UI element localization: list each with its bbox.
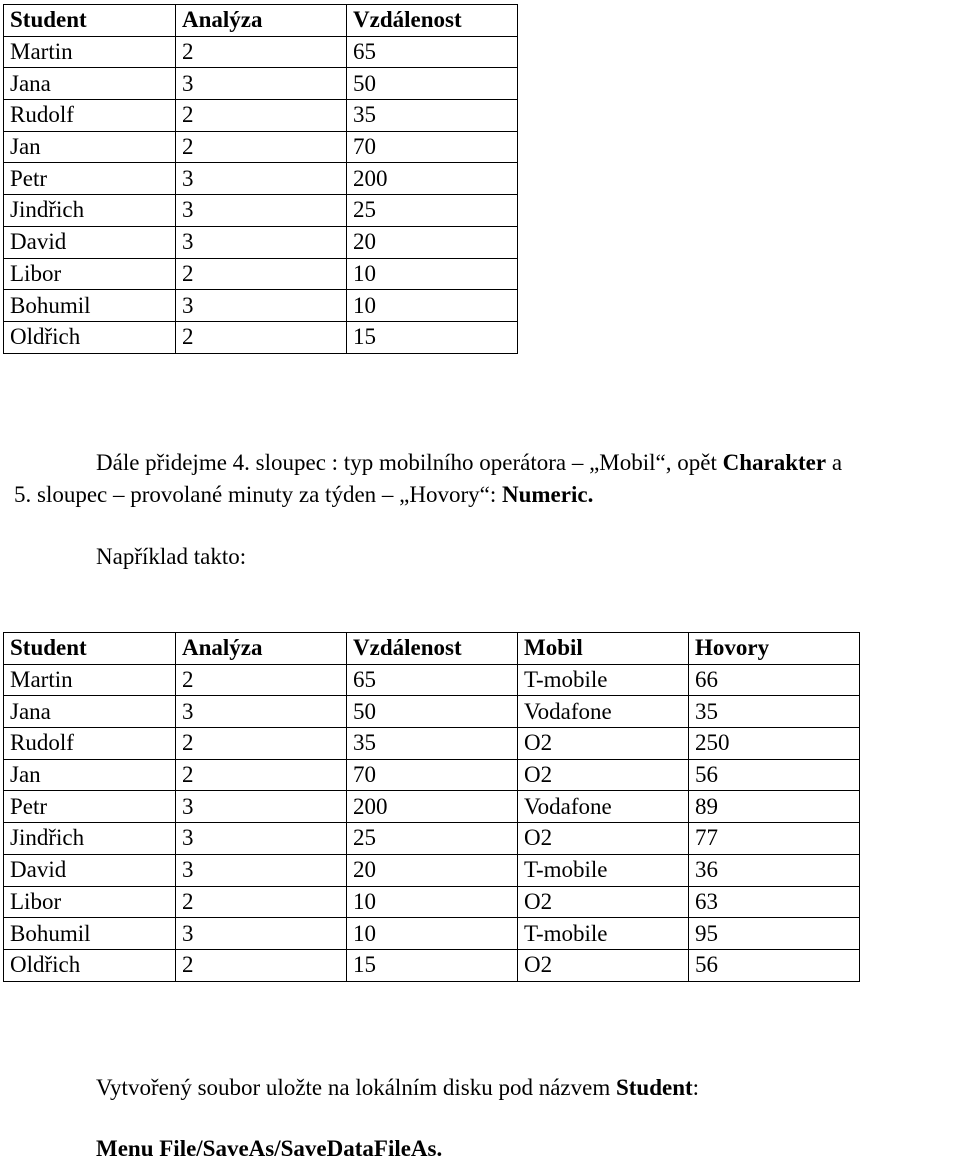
table-row bbox=[4, 131, 518, 163]
table-cell: Oldřich bbox=[4, 321, 176, 353]
column-header: Mobil bbox=[518, 633, 689, 665]
table-row bbox=[4, 759, 860, 791]
intro-text: Dále přidejme 4. sloupec : typ mobilního operátora – „Mobil“, opět bbox=[96, 450, 723, 475]
column-header: Student bbox=[4, 633, 176, 665]
table-row bbox=[4, 664, 860, 696]
save-menu-path: Menu File/SaveAs/SaveDataFileAs. bbox=[96, 1136, 443, 1161]
table-row bbox=[4, 791, 860, 823]
table-cell: 2 bbox=[176, 886, 347, 918]
table-row bbox=[4, 163, 518, 195]
table-row bbox=[4, 696, 860, 728]
table-cell: Jindřich bbox=[4, 823, 176, 855]
table-row bbox=[4, 226, 518, 258]
table-cell: Martin bbox=[4, 36, 176, 68]
table-row bbox=[4, 290, 518, 322]
column-header: Analýza bbox=[176, 633, 347, 665]
table-cell: Rudolf bbox=[4, 100, 176, 132]
intro-paragraph-line1 bbox=[96, 448, 842, 478]
intro-tail: a bbox=[826, 450, 843, 475]
table-cell: 20 bbox=[347, 854, 518, 886]
table-cell: 95 bbox=[689, 918, 860, 950]
table-cell: O2 bbox=[518, 759, 689, 791]
save-instruction bbox=[96, 1073, 699, 1103]
table-cell: 15 bbox=[347, 949, 518, 981]
table-cell: David bbox=[4, 226, 176, 258]
table-cell: David bbox=[4, 854, 176, 886]
table-cell: 3 bbox=[176, 696, 347, 728]
intro-bold-term: Numeric. bbox=[502, 482, 594, 507]
table-row bbox=[4, 823, 860, 855]
table-cell: 65 bbox=[347, 664, 518, 696]
table-cell: 2 bbox=[176, 131, 347, 163]
save-filename: Student bbox=[615, 1075, 693, 1100]
table-cell: 200 bbox=[347, 791, 518, 823]
table-row bbox=[4, 321, 518, 353]
table-cell: 25 bbox=[347, 195, 518, 227]
table-cell: 2 bbox=[176, 728, 347, 760]
table-row bbox=[4, 854, 860, 886]
table-cell: 63 bbox=[689, 886, 860, 918]
table-cell: O2 bbox=[518, 823, 689, 855]
table-cell: 3 bbox=[176, 918, 347, 950]
table-cell: 65 bbox=[347, 36, 518, 68]
table-cell: 89 bbox=[689, 791, 860, 823]
student-table-basic bbox=[3, 4, 518, 354]
table-cell: 3 bbox=[176, 791, 347, 823]
table-cell: 50 bbox=[347, 68, 518, 100]
table-cell: 3 bbox=[176, 163, 347, 195]
table-row bbox=[4, 258, 518, 290]
table-cell: 66 bbox=[689, 664, 860, 696]
table-cell: O2 bbox=[518, 949, 689, 981]
student-table-extended bbox=[3, 632, 860, 982]
table-cell: 2 bbox=[176, 36, 347, 68]
table-cell: 2 bbox=[176, 664, 347, 696]
table-cell: Vodafone bbox=[518, 696, 689, 728]
table-cell: 10 bbox=[347, 886, 518, 918]
table-cell: 56 bbox=[689, 759, 860, 791]
table-cell: Bohumil bbox=[4, 918, 176, 950]
table-cell: 2 bbox=[176, 321, 347, 353]
table-cell: 2 bbox=[176, 759, 347, 791]
column-header: Vzdálenost bbox=[347, 633, 518, 665]
table-cell: 3 bbox=[176, 68, 347, 100]
table-cell: 15 bbox=[347, 321, 518, 353]
table-row bbox=[4, 728, 860, 760]
table-cell: 50 bbox=[347, 696, 518, 728]
table-cell: O2 bbox=[518, 728, 689, 760]
table-cell: 250 bbox=[689, 728, 860, 760]
table-cell: 77 bbox=[689, 823, 860, 855]
table-header-row bbox=[4, 5, 518, 37]
table-cell: 10 bbox=[347, 290, 518, 322]
intro-text: 5. sloupec – provolané minuty za týden – „Hovory“: bbox=[14, 482, 502, 507]
table-cell: Libor bbox=[4, 258, 176, 290]
table-cell: 3 bbox=[176, 195, 347, 227]
table-cell: 3 bbox=[176, 854, 347, 886]
table-cell: 2 bbox=[176, 258, 347, 290]
table-cell: 35 bbox=[347, 728, 518, 760]
table-cell: Bohumil bbox=[4, 290, 176, 322]
table-cell: Petr bbox=[4, 791, 176, 823]
table-cell: 10 bbox=[347, 918, 518, 950]
table-cell: Jan bbox=[4, 131, 176, 163]
table-cell: 200 bbox=[347, 163, 518, 195]
table-cell: 70 bbox=[347, 759, 518, 791]
table-cell: Petr bbox=[4, 163, 176, 195]
table-cell: 35 bbox=[689, 696, 860, 728]
column-header: Analýza bbox=[176, 5, 347, 37]
table-cell: Jana bbox=[4, 68, 176, 100]
table-cell: O2 bbox=[518, 886, 689, 918]
save-tail: : bbox=[692, 1075, 700, 1100]
table-row bbox=[4, 100, 518, 132]
table-cell: 3 bbox=[176, 823, 347, 855]
table-cell: 20 bbox=[347, 226, 518, 258]
table-row bbox=[4, 886, 860, 918]
table-cell: 25 bbox=[347, 823, 518, 855]
table-cell: 2 bbox=[176, 100, 347, 132]
table-cell: 3 bbox=[176, 290, 347, 322]
table-header-row bbox=[4, 633, 860, 665]
intro-paragraph-line2 bbox=[14, 480, 593, 510]
table-row bbox=[4, 195, 518, 227]
table-cell: Libor bbox=[4, 886, 176, 918]
table-cell: 10 bbox=[347, 258, 518, 290]
table-cell: T-mobile bbox=[518, 854, 689, 886]
table-cell: Jan bbox=[4, 759, 176, 791]
table-cell: Oldřich bbox=[4, 949, 176, 981]
table-cell: T-mobile bbox=[518, 918, 689, 950]
table-row bbox=[4, 36, 518, 68]
column-header: Vzdálenost bbox=[347, 5, 518, 37]
table-cell: Jindřich bbox=[4, 195, 176, 227]
example-label: Například takto: bbox=[96, 544, 247, 569]
column-header: Student bbox=[4, 5, 176, 37]
table-row bbox=[4, 68, 518, 100]
table-cell: Martin bbox=[4, 664, 176, 696]
table-row bbox=[4, 949, 860, 981]
table-cell: 56 bbox=[689, 949, 860, 981]
table-cell: 70 bbox=[347, 131, 518, 163]
table-body bbox=[4, 664, 860, 981]
table-cell: 36 bbox=[689, 854, 860, 886]
table-cell: T-mobile bbox=[518, 664, 689, 696]
table-cell: 2 bbox=[176, 949, 347, 981]
table-cell: 35 bbox=[347, 100, 518, 132]
table-body bbox=[4, 36, 518, 353]
table-row bbox=[4, 918, 860, 950]
table-cell: Rudolf bbox=[4, 728, 176, 760]
intro-bold-term: Charakter bbox=[722, 450, 827, 475]
column-header: Hovory bbox=[689, 633, 860, 665]
table-cell: Jana bbox=[4, 696, 176, 728]
save-text: Vytvořený soubor uložte na lokálním disku pod názvem bbox=[96, 1075, 616, 1100]
table-cell: Vodafone bbox=[518, 791, 689, 823]
table-cell: 3 bbox=[176, 226, 347, 258]
